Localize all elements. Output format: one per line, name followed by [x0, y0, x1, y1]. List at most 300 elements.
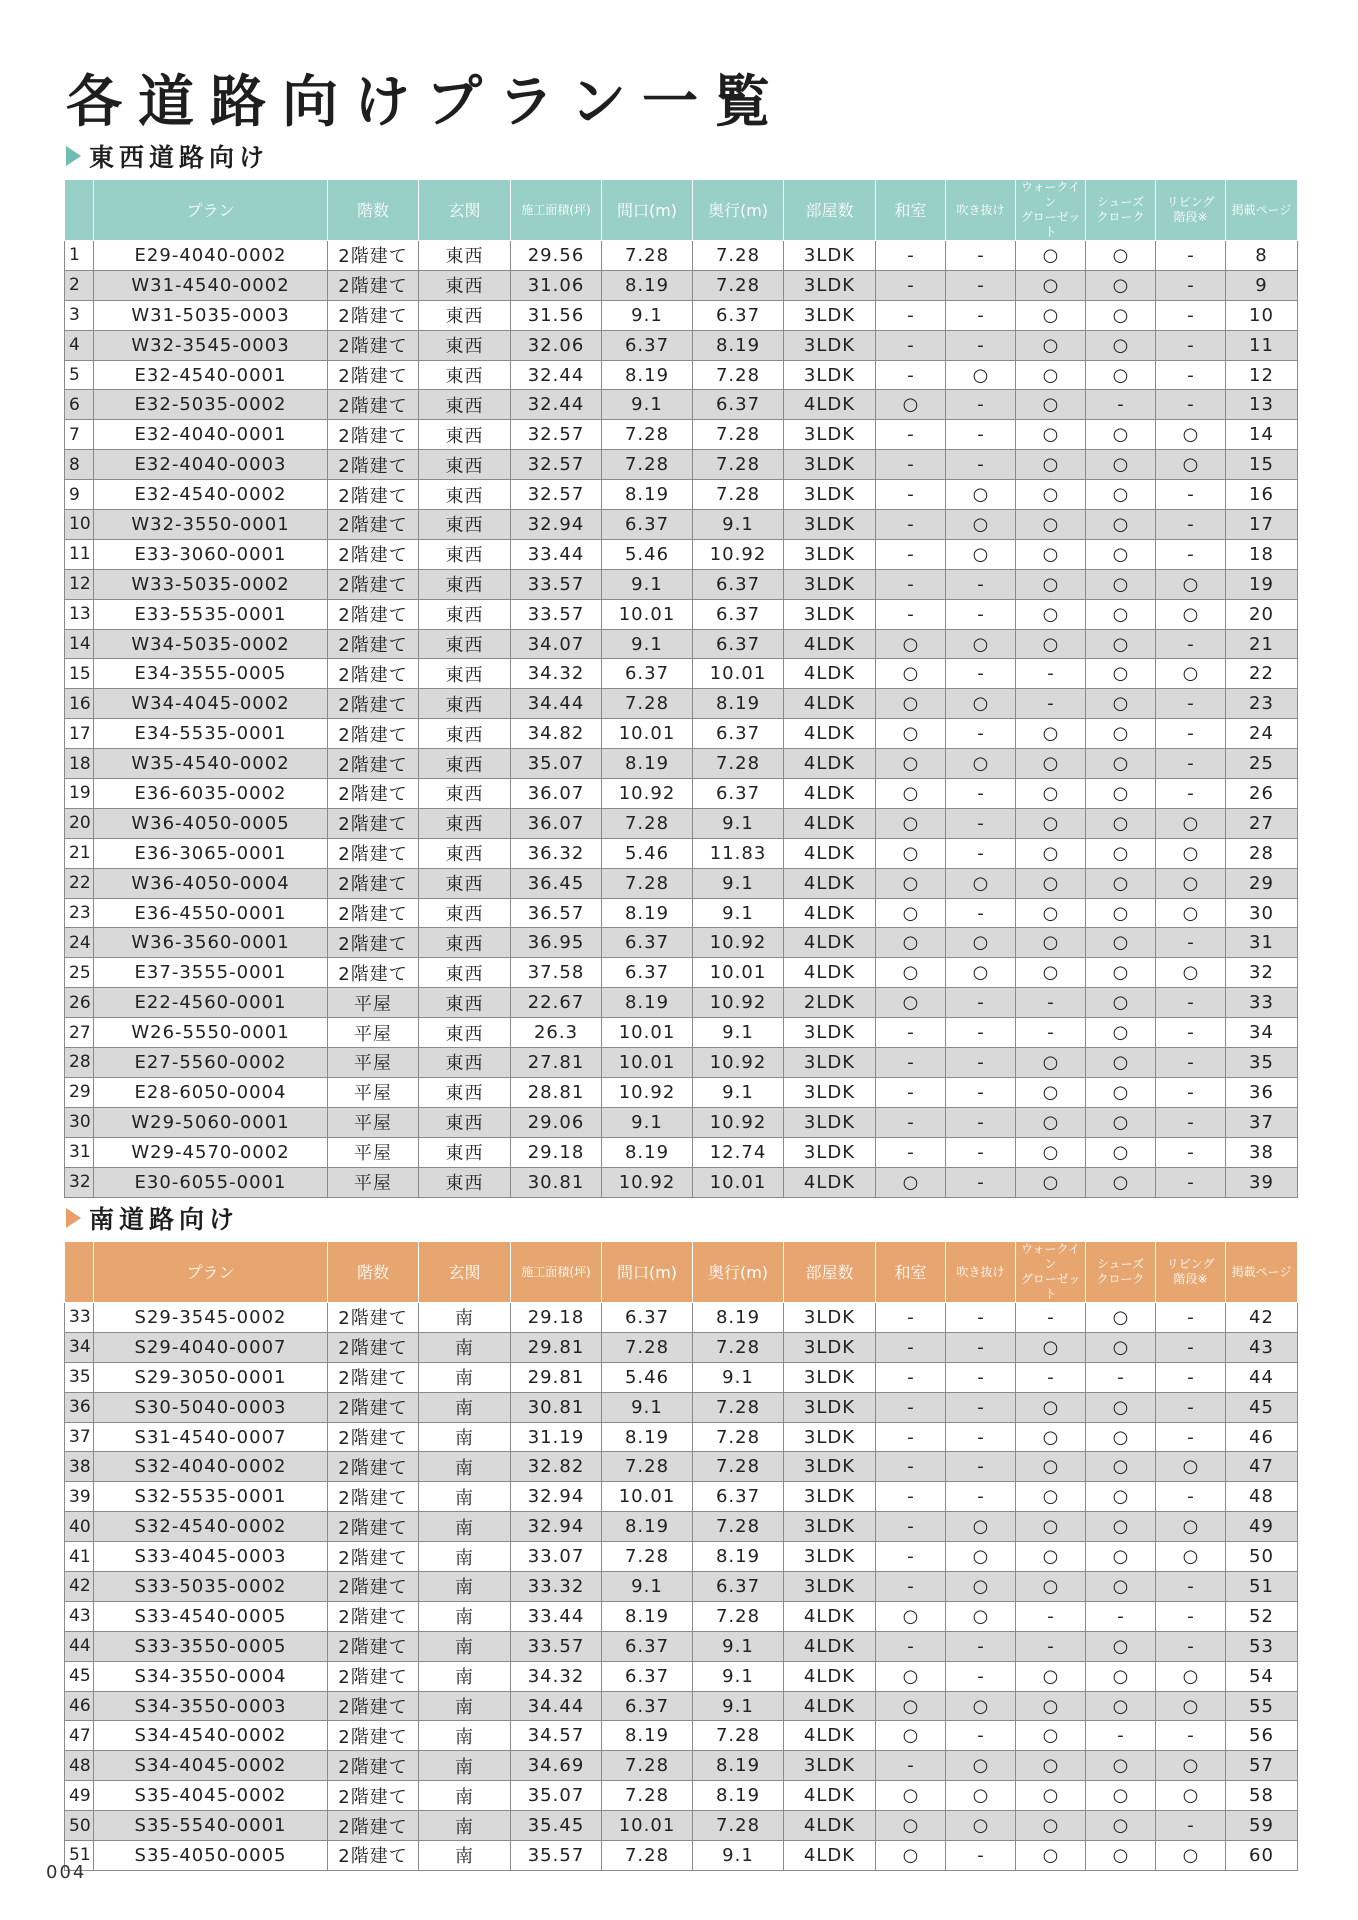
table-cell: ○: [1156, 868, 1226, 898]
table-cell: 32.57: [511, 480, 602, 510]
table-cell: 47: [1226, 1452, 1298, 1482]
table-cell: 28: [1226, 838, 1298, 868]
table-cell: 44: [1226, 1362, 1298, 1392]
table-cell: ○: [1086, 1691, 1156, 1721]
table-cell: ○: [946, 749, 1016, 779]
table-cell: -: [946, 1077, 1016, 1107]
table-cell: 17: [65, 719, 94, 749]
table-cell: 10.01: [602, 1018, 693, 1048]
table-cell: 31: [65, 1137, 94, 1167]
table-cell: 35.07: [511, 749, 602, 779]
table-cell: ○: [1086, 689, 1156, 719]
table-cell: 2階建て: [328, 689, 419, 719]
table-cell: 4: [65, 330, 94, 360]
triangle-marker-icon: [66, 146, 81, 166]
table-row: [65, 1362, 1298, 1392]
table-cell: ○: [876, 1167, 946, 1197]
table-cell: -: [1156, 510, 1226, 540]
table-cell: 31.56: [511, 300, 602, 330]
table-cell: 15: [65, 659, 94, 689]
table-cell: ○: [946, 1691, 1016, 1721]
table-cell: ○: [876, 838, 946, 868]
table-row: [65, 1107, 1298, 1137]
table-cell: -: [946, 599, 1016, 629]
table-cell: -: [1156, 1601, 1226, 1631]
table-cell: 8.19: [602, 898, 693, 928]
table-cell: 2階建て: [328, 1841, 419, 1871]
plan-table-east-west: [64, 179, 1298, 1198]
table-cell: -: [946, 1048, 1016, 1078]
table-cell: 4LDK: [784, 838, 876, 868]
table-cell: -: [1016, 1601, 1086, 1631]
table-cell: 東西: [419, 569, 511, 599]
table-cell: 6.37: [693, 1482, 784, 1512]
table-cell: ○: [1016, 1781, 1086, 1811]
table-cell: 7.28: [693, 420, 784, 450]
table-cell: 東西: [419, 450, 511, 480]
table-cell: 10.92: [693, 988, 784, 1018]
table-cell: 6.37: [602, 510, 693, 540]
column-header: シューズ クローク: [1086, 1242, 1156, 1303]
table-cell: -: [876, 1303, 946, 1333]
table-cell: 8: [65, 450, 94, 480]
table-row: [65, 1631, 1298, 1661]
table-cell: ○: [1016, 1751, 1086, 1781]
table-row: [65, 420, 1298, 450]
table-cell: 3LDK: [784, 1048, 876, 1078]
table-cell: 22: [1226, 659, 1298, 689]
table-cell: S34-4540-0002: [94, 1721, 328, 1751]
table-cell: ○: [1156, 659, 1226, 689]
table-cell: ○: [1086, 1422, 1156, 1452]
table-cell: 3LDK: [784, 300, 876, 330]
table-cell: -: [1156, 360, 1226, 390]
table-row: [65, 1392, 1298, 1422]
table-cell: -: [946, 1167, 1016, 1197]
table-cell: -: [876, 1362, 946, 1392]
table-cell: ○: [1016, 958, 1086, 988]
table-cell: 2階建て: [328, 330, 419, 360]
table-cell: 東西: [419, 480, 511, 510]
table-cell: ○: [946, 958, 1016, 988]
table-cell: 2階建て: [328, 1691, 419, 1721]
table-cell: 34.57: [511, 1721, 602, 1751]
table-cell: 10.01: [602, 599, 693, 629]
table-cell: 18: [65, 749, 94, 779]
table-cell: 19: [1226, 569, 1298, 599]
table-cell: 6.37: [693, 1572, 784, 1602]
table-cell: 36.07: [511, 779, 602, 809]
column-header: 掲載ページ: [1226, 180, 1298, 241]
table-cell: ○: [1016, 838, 1086, 868]
table-cell: E36-3065-0001: [94, 838, 328, 868]
table-cell: 29.18: [511, 1303, 602, 1333]
table-cell: 35: [65, 1362, 94, 1392]
table-cell: ○: [1016, 390, 1086, 420]
table-cell: 2階建て: [328, 480, 419, 510]
table-cell: 10.92: [602, 1167, 693, 1197]
table-cell: E32-5035-0002: [94, 390, 328, 420]
table-cell: E32-4040-0001: [94, 420, 328, 450]
table-cell: 11: [1226, 330, 1298, 360]
column-header: 吹き抜け: [946, 180, 1016, 241]
table-cell: E34-5535-0001: [94, 719, 328, 749]
table-cell: -: [1016, 988, 1086, 1018]
table-cell: ○: [1016, 360, 1086, 390]
table-cell: 4LDK: [784, 1631, 876, 1661]
table-cell: -: [1016, 1362, 1086, 1392]
table-cell: -: [1156, 390, 1226, 420]
table-cell: 29.81: [511, 1332, 602, 1362]
table-cell: -: [946, 1631, 1016, 1661]
table-cell: ○: [1086, 1661, 1156, 1691]
table-cell: ○: [946, 539, 1016, 569]
table-cell: 45: [65, 1661, 94, 1691]
table-row: [65, 510, 1298, 540]
table-cell: 6.37: [602, 1691, 693, 1721]
table-cell: 7.28: [693, 1721, 784, 1751]
table-cell: 2階建て: [328, 1631, 419, 1661]
table-cell: 33.57: [511, 599, 602, 629]
table-cell: 6.37: [602, 1303, 693, 1333]
table-cell: ○: [1016, 928, 1086, 958]
table-cell: 9.1: [602, 569, 693, 599]
table-cell: 3LDK: [784, 1362, 876, 1392]
table-cell: 3LDK: [784, 1542, 876, 1572]
table-cell: 東西: [419, 868, 511, 898]
table-cell: -: [1156, 1392, 1226, 1422]
table-cell: 3LDK: [784, 1512, 876, 1542]
table-cell: 6: [65, 390, 94, 420]
table-row: [65, 270, 1298, 300]
table-cell: 2階建て: [328, 958, 419, 988]
table-cell: ○: [1086, 1137, 1156, 1167]
column-header: プラン: [94, 1242, 328, 1303]
table-cell: ○: [946, 1542, 1016, 1572]
table-cell: E32-4040-0003: [94, 450, 328, 480]
table-cell: 49: [1226, 1512, 1298, 1542]
table-cell: 東西: [419, 958, 511, 988]
table-cell: 10: [65, 510, 94, 540]
table-cell: 9: [65, 480, 94, 510]
table-cell: ○: [1156, 1781, 1226, 1811]
table-cell: ○: [1086, 749, 1156, 779]
table-cell: -: [946, 779, 1016, 809]
table-cell: 3LDK: [784, 480, 876, 510]
table-cell: 50: [1226, 1542, 1298, 1572]
table-cell: ○: [1016, 808, 1086, 838]
table-row: [65, 1841, 1298, 1871]
table-cell: 10: [1226, 300, 1298, 330]
table-cell: ○: [876, 1601, 946, 1631]
table-cell: 7.28: [693, 1452, 784, 1482]
table-cell: -: [876, 300, 946, 330]
table-cell: -: [876, 1452, 946, 1482]
column-header: 間口(m): [602, 1242, 693, 1303]
table-cell: 9.1: [693, 1631, 784, 1661]
table-cell: 3LDK: [784, 1751, 876, 1781]
column-header: 玄関: [419, 180, 511, 241]
table-cell: 東西: [419, 300, 511, 330]
table-cell: ○: [1086, 539, 1156, 569]
table-row: [65, 360, 1298, 390]
table-cell: 9.1: [693, 898, 784, 928]
table-cell: 24: [65, 928, 94, 958]
table-row: [65, 241, 1298, 271]
table-cell: ○: [1086, 779, 1156, 809]
table-cell: 南: [419, 1751, 511, 1781]
table-cell: 9.1: [602, 1572, 693, 1602]
table-cell: 3LDK: [784, 1332, 876, 1362]
table-cell: 8.19: [602, 480, 693, 510]
table-cell: 33: [1226, 988, 1298, 1018]
table-cell: 27.81: [511, 1048, 602, 1078]
table-cell: ○: [876, 1781, 946, 1811]
table-cell: ○: [946, 629, 1016, 659]
table-cell: 東西: [419, 779, 511, 809]
table-cell: S29-3050-0001: [94, 1362, 328, 1392]
table-cell: 3LDK: [784, 1137, 876, 1167]
table-cell: ○: [1086, 1077, 1156, 1107]
table-row: [65, 330, 1298, 360]
table-cell: ○: [946, 510, 1016, 540]
table-cell: -: [876, 1018, 946, 1048]
table-cell: ○: [1156, 1841, 1226, 1871]
table-cell: -: [946, 988, 1016, 1018]
table-cell: ○: [1086, 808, 1156, 838]
table-cell: 7.28: [693, 1601, 784, 1631]
table-cell: 7.28: [602, 450, 693, 480]
table-cell: 32.44: [511, 360, 602, 390]
table-cell: 8.19: [602, 1601, 693, 1631]
table-cell: -: [1086, 390, 1156, 420]
column-header: 和室: [876, 1242, 946, 1303]
table-cell: -: [1156, 300, 1226, 330]
table-cell: 東西: [419, 1107, 511, 1137]
table-cell: 東西: [419, 1077, 511, 1107]
table-cell: 7.28: [693, 1512, 784, 1542]
table-cell: 26: [65, 988, 94, 1018]
table-cell: 3: [65, 300, 94, 330]
table-cell: ○: [1156, 420, 1226, 450]
table-row: [65, 390, 1298, 420]
table-cell: 3LDK: [784, 420, 876, 450]
table-cell: 8.19: [602, 1721, 693, 1751]
column-header: 掲載ページ: [1226, 1242, 1298, 1303]
table-cell: W32-3545-0003: [94, 330, 328, 360]
table-cell: ○: [1086, 420, 1156, 450]
table-cell: 2階建て: [328, 1751, 419, 1781]
table-cell: 2階建て: [328, 569, 419, 599]
table-cell: -: [1156, 270, 1226, 300]
table-cell: 10.01: [602, 719, 693, 749]
table-row: [65, 1482, 1298, 1512]
table-cell: 43: [1226, 1332, 1298, 1362]
table-cell: 24: [1226, 719, 1298, 749]
table-cell: ○: [1016, 779, 1086, 809]
table-cell: -: [876, 599, 946, 629]
table-cell: 9.1: [602, 629, 693, 659]
table-cell: ○: [1156, 1661, 1226, 1691]
table-cell: 41: [65, 1542, 94, 1572]
table-cell: 43: [65, 1601, 94, 1631]
table-cell: W26-5550-0001: [94, 1018, 328, 1048]
table-cell: 8.19: [693, 1542, 784, 1572]
table-cell: 7.28: [693, 1392, 784, 1422]
column-header: 吹き抜け: [946, 1242, 1016, 1303]
table-row: [65, 1601, 1298, 1631]
table-cell: -: [876, 1107, 946, 1137]
table-cell: W36-3560-0001: [94, 928, 328, 958]
table-cell: ○: [1086, 300, 1156, 330]
table-cell: 30.81: [511, 1392, 602, 1422]
table-cell: 東西: [419, 719, 511, 749]
table-cell: E32-4540-0001: [94, 360, 328, 390]
table-cell: 2階建て: [328, 1303, 419, 1333]
table-cell: 10.92: [693, 539, 784, 569]
table-cell: ○: [1016, 719, 1086, 749]
table-cell: 7.28: [602, 1452, 693, 1482]
table-cell: ○: [946, 1781, 1016, 1811]
table-row: [65, 1303, 1298, 1333]
table-cell: ○: [876, 779, 946, 809]
table-cell: -: [946, 659, 1016, 689]
table-row: [65, 928, 1298, 958]
table-cell: -: [1156, 779, 1226, 809]
table-cell: ○: [1016, 569, 1086, 599]
table-row: [65, 1811, 1298, 1841]
table-cell: 21: [65, 838, 94, 868]
table-cell: ○: [1086, 241, 1156, 271]
table-cell: ○: [1016, 1077, 1086, 1107]
table-cell: 9.1: [602, 300, 693, 330]
table-cell: 10.92: [693, 1107, 784, 1137]
table-row: [65, 1751, 1298, 1781]
table-cell: ○: [1156, 1542, 1226, 1572]
table-cell: 2階建て: [328, 1572, 419, 1602]
table-cell: -: [946, 1332, 1016, 1362]
table-cell: 16: [1226, 480, 1298, 510]
column-header: 和室: [876, 180, 946, 241]
table-cell: 7.28: [693, 450, 784, 480]
table-cell: E22-4560-0001: [94, 988, 328, 1018]
table-cell: 10.92: [602, 1077, 693, 1107]
table-cell: -: [876, 569, 946, 599]
table-cell: 南: [419, 1512, 511, 1542]
table-cell: -: [1016, 1303, 1086, 1333]
table-cell: ○: [1086, 1781, 1156, 1811]
table-cell: ○: [1016, 1512, 1086, 1542]
table-cell: 2階建て: [328, 1452, 419, 1482]
table-cell: 45: [1226, 1392, 1298, 1422]
table-cell: E36-4550-0001: [94, 898, 328, 928]
table-cell: 13: [1226, 390, 1298, 420]
table-cell: 27: [1226, 808, 1298, 838]
table-row: [65, 749, 1298, 779]
table-cell: 33.32: [511, 1572, 602, 1602]
table-cell: 7.28: [602, 1332, 693, 1362]
table-cell: S34-3550-0003: [94, 1691, 328, 1721]
table-cell: S35-4050-0005: [94, 1841, 328, 1871]
table-cell: 4LDK: [784, 659, 876, 689]
table-cell: 9: [1226, 270, 1298, 300]
table-cell: 東西: [419, 928, 511, 958]
table-cell: -: [946, 1137, 1016, 1167]
table-cell: -: [1086, 1721, 1156, 1751]
table-cell: ○: [1086, 1392, 1156, 1422]
table-cell: -: [1156, 749, 1226, 779]
table-cell: 8: [1226, 241, 1298, 271]
table-cell: 南: [419, 1452, 511, 1482]
table-cell: -: [1156, 1422, 1226, 1452]
table-cell: ○: [1086, 928, 1156, 958]
table-cell: -: [876, 1512, 946, 1542]
table-cell: ○: [1086, 1751, 1156, 1781]
table-cell: ○: [1086, 719, 1156, 749]
table-cell: 2階建て: [328, 1811, 419, 1841]
table-cell: 2階建て: [328, 928, 419, 958]
table-cell: 4LDK: [784, 898, 876, 928]
table-cell: ○: [1016, 1841, 1086, 1871]
table-cell: 34.07: [511, 629, 602, 659]
table-cell: ○: [1086, 1542, 1156, 1572]
table-cell: ○: [946, 1601, 1016, 1631]
table-row: [65, 1572, 1298, 1602]
table-row: [65, 689, 1298, 719]
table-cell: 2階建て: [328, 838, 419, 868]
table-cell: -: [1156, 1048, 1226, 1078]
table-cell: 51: [1226, 1572, 1298, 1602]
table-row: [65, 779, 1298, 809]
table-cell: 29.06: [511, 1107, 602, 1137]
table-cell: 東西: [419, 270, 511, 300]
column-header: 階数: [328, 1242, 419, 1303]
table-cell: -: [1156, 689, 1226, 719]
table-row: [65, 1018, 1298, 1048]
table-cell: -: [946, 420, 1016, 450]
table-cell: 東西: [419, 420, 511, 450]
table-cell: 東西: [419, 749, 511, 779]
table-cell: 2階建て: [328, 300, 419, 330]
table-cell: ○: [1086, 629, 1156, 659]
table-cell: 7.28: [602, 808, 693, 838]
table-cell: 2階建て: [328, 1661, 419, 1691]
table-cell: ○: [1086, 1572, 1156, 1602]
table-cell: ○: [1016, 898, 1086, 928]
table-cell: 4LDK: [784, 808, 876, 838]
table-cell: 東西: [419, 1167, 511, 1197]
table-cell: 32.57: [511, 450, 602, 480]
table-cell: ○: [1086, 330, 1156, 360]
table-cell: ○: [1016, 1482, 1086, 1512]
table-cell: ○: [1086, 838, 1156, 868]
table-cell: 2階建て: [328, 719, 419, 749]
table-cell: S30-5040-0003: [94, 1392, 328, 1422]
table-cell: E37-3555-0001: [94, 958, 328, 988]
table-cell: -: [876, 1631, 946, 1661]
table-cell: -: [946, 241, 1016, 271]
table-cell: 3LDK: [784, 270, 876, 300]
table-cell: 7.28: [693, 1332, 784, 1362]
table-cell: 2階建て: [328, 390, 419, 420]
column-header: シューズ クローク: [1086, 180, 1156, 241]
table-cell: -: [1156, 1137, 1226, 1167]
table-cell: 37: [65, 1422, 94, 1452]
table-cell: 35: [1226, 1048, 1298, 1078]
table-cell: ○: [1016, 300, 1086, 330]
table-cell: ○: [946, 480, 1016, 510]
table-cell: ○: [1086, 868, 1156, 898]
